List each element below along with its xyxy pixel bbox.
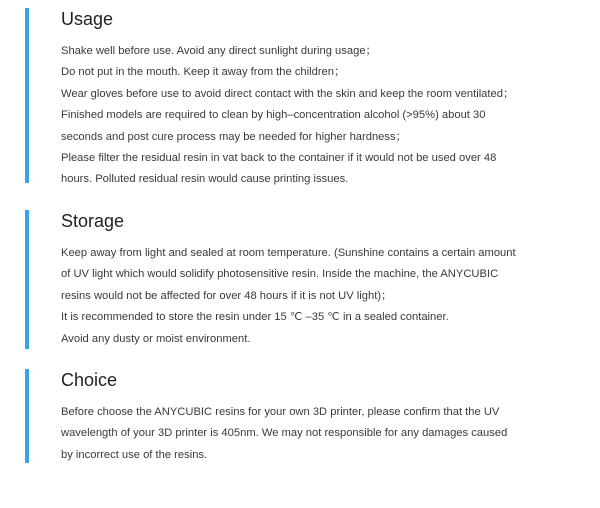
section-title: Storage [61, 211, 125, 231]
body-line: of UV light which would solidify photosensitive resin. Inside the machine, the ANYCUBIC [61, 268, 499, 281]
section-accent-bar [25, 210, 29, 349]
body-line: Finished models are required to clean by high–concentration alcohol (>95%) about 30 [61, 109, 486, 122]
choice-section [0, 369, 600, 463]
section-body [61, 402, 593, 466]
body-line: seconds and post cure process may be needed for higher hardness； [61, 130, 407, 143]
body-line: Before choose the ANYCUBIC resins for your own 3D printer, please confirm that the UV [61, 406, 500, 418]
body-line: wavelength of your 3D printer is 405nm. We may not responsible for any damages caused [61, 427, 508, 440]
section-body [61, 243, 593, 350]
body-line: Keep away from light and sealed at room temperature. (Sunshine contains a certain amount [61, 247, 516, 259]
body-line: It is recommended to store the resin under 15 ℃ –35 ℃ in a sealed container. [61, 311, 449, 324]
body-line: hours. Polluted residual resin would cause printing issues. [61, 173, 349, 186]
section-title: Usage [61, 9, 114, 29]
section-body [61, 41, 593, 191]
body-line: Avoid any dusty or moist environment. [61, 332, 251, 345]
body-line: Shake well before use. Avoid any direct sunlight during usage； [61, 45, 377, 57]
body-line: Please filter the residual resin in vat back to the container if it would not be used over 48 [61, 152, 497, 165]
storage-section [0, 210, 600, 349]
usage-section [0, 8, 600, 186]
body-line: by incorrect use of the resins. [61, 448, 208, 461]
body-line: resins would not be affected for over 48 hours if it is not UV light)； [61, 289, 393, 302]
section-accent-bar [25, 369, 29, 463]
section-accent-bar [25, 8, 29, 183]
body-line: Wear gloves before use to avoid direct contact with the skin and keep the room ventilated； [61, 87, 515, 100]
body-line: Do not put in the mouth. Keep it away from the children； [61, 66, 346, 79]
section-title: Choice [61, 370, 118, 390]
